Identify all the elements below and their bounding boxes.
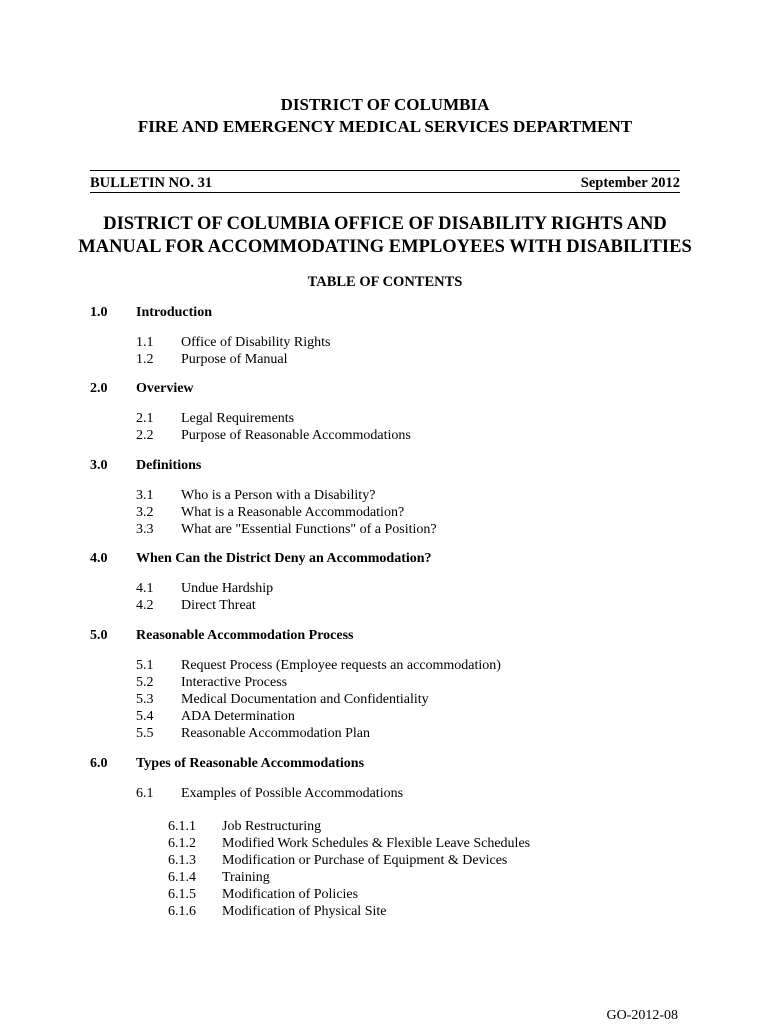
toc-item-number: 4.1 — [136, 581, 154, 596]
toc-item-number: 2.2 — [136, 428, 154, 443]
toc-section-number: 1.0 — [90, 305, 108, 320]
toc-item-title: ADA Determination — [181, 709, 295, 724]
toc-subitem-title: Modification or Purchase of Equipment & Devices — [222, 853, 508, 868]
toc-section-title: Reasonable Accommodation Process — [136, 628, 354, 643]
toc-section-number: 3.0 — [90, 458, 108, 473]
toc-subitem-title: Modification of Policies — [222, 887, 359, 902]
toc-item-number: 3.1 — [136, 488, 154, 503]
toc-item-number: 1.2 — [136, 352, 154, 367]
toc-item-number: 5.5 — [136, 726, 154, 741]
header-org-line1: DISTRICT OF COLUMBIA — [280, 95, 490, 114]
toc-subitem-number: 6.1.2 — [168, 836, 196, 851]
toc-section-title: Definitions — [136, 458, 202, 473]
toc-item-number: 2.1 — [136, 411, 154, 426]
toc-item-number: 5.4 — [136, 709, 154, 724]
toc-item-title: Undue Hardship — [181, 581, 274, 596]
toc-item-number: 3.3 — [136, 522, 154, 537]
toc-item-title: Medical Documentation and Confidentiality — [181, 692, 429, 707]
toc-item-title: Interactive Process — [181, 675, 288, 690]
footer-document-code: GO-2012-08 — [606, 1008, 678, 1023]
bulletin-number: BULLETIN NO. 31 — [90, 175, 213, 191]
toc-subitem-number: 6.1.3 — [168, 853, 196, 868]
toc-section-title: When Can the District Deny an Accommodation? — [136, 551, 432, 566]
toc-subitem-title: Modified Work Schedules & Flexible Leave Schedules — [222, 836, 531, 851]
document-title-line2: MANUAL FOR ACCOMMODATING EMPLOYEES WITH DISABILITIES — [78, 237, 692, 257]
toc-item-title: Request Process (Employee requests an accommodation) — [181, 658, 501, 673]
toc-item-title: What is a Reasonable Accommodation? — [181, 505, 405, 520]
top-rule — [90, 170, 680, 171]
toc-item-number: 3.2 — [136, 505, 154, 520]
toc-section-title: Types of Reasonable Accommodations — [136, 756, 365, 771]
toc-subitem-title: Training — [222, 870, 270, 885]
toc-heading: TABLE OF CONTENTS — [307, 274, 463, 290]
bulletin-date: September 2012 — [580, 175, 680, 191]
toc-item-title: Who is a Person with a Disability? — [181, 488, 376, 503]
document-title-line1: DISTRICT OF COLUMBIA OFFICE OF DISABILITY RIGHTS AND — [103, 214, 667, 234]
toc-subitem-number: 6.1.5 — [168, 887, 196, 902]
toc-item-number: 5.2 — [136, 675, 154, 690]
toc-subitem-number: 6.1.4 — [168, 870, 196, 885]
toc-subitem-title: Modification of Physical Site — [222, 904, 387, 919]
toc-subitem-number: 6.1.1 — [168, 819, 196, 834]
header-org-line2: FIRE AND EMERGENCY MEDICAL SERVICES DEPARTMENT — [137, 117, 633, 136]
toc-section-title: Introduction — [136, 305, 212, 320]
toc-item-title: Purpose of Manual — [181, 352, 288, 367]
toc-section-number: 4.0 — [90, 551, 108, 566]
toc-item-title: Direct Threat — [181, 598, 256, 613]
toc-item-number: 5.1 — [136, 658, 154, 673]
toc-item-title: Office of Disability Rights — [181, 335, 331, 350]
toc-item-number: 5.3 — [136, 692, 154, 707]
toc-section-number: 5.0 — [90, 628, 108, 643]
toc-item-number: 4.2 — [136, 598, 154, 613]
toc-section-title: Overview — [136, 381, 194, 396]
toc-item-number: 6.1 — [136, 786, 154, 801]
toc-item-title: Reasonable Accommodation Plan — [181, 726, 370, 741]
toc-item-title: Purpose of Reasonable Accommodations — [181, 428, 411, 443]
toc-subitem-number: 6.1.6 — [168, 904, 196, 919]
toc-item-number: 1.1 — [136, 335, 154, 350]
toc-item-title: Examples of Possible Accommodations — [181, 786, 404, 801]
toc-section-number: 2.0 — [90, 381, 108, 396]
bottom-rule — [90, 192, 680, 193]
toc-subitem-title: Job Restructuring — [222, 819, 322, 834]
toc-item-title: What are "Essential Functions" of a Position? — [181, 522, 437, 537]
toc-item-title: Legal Requirements — [181, 411, 295, 426]
toc-section-number: 6.0 — [90, 756, 108, 771]
